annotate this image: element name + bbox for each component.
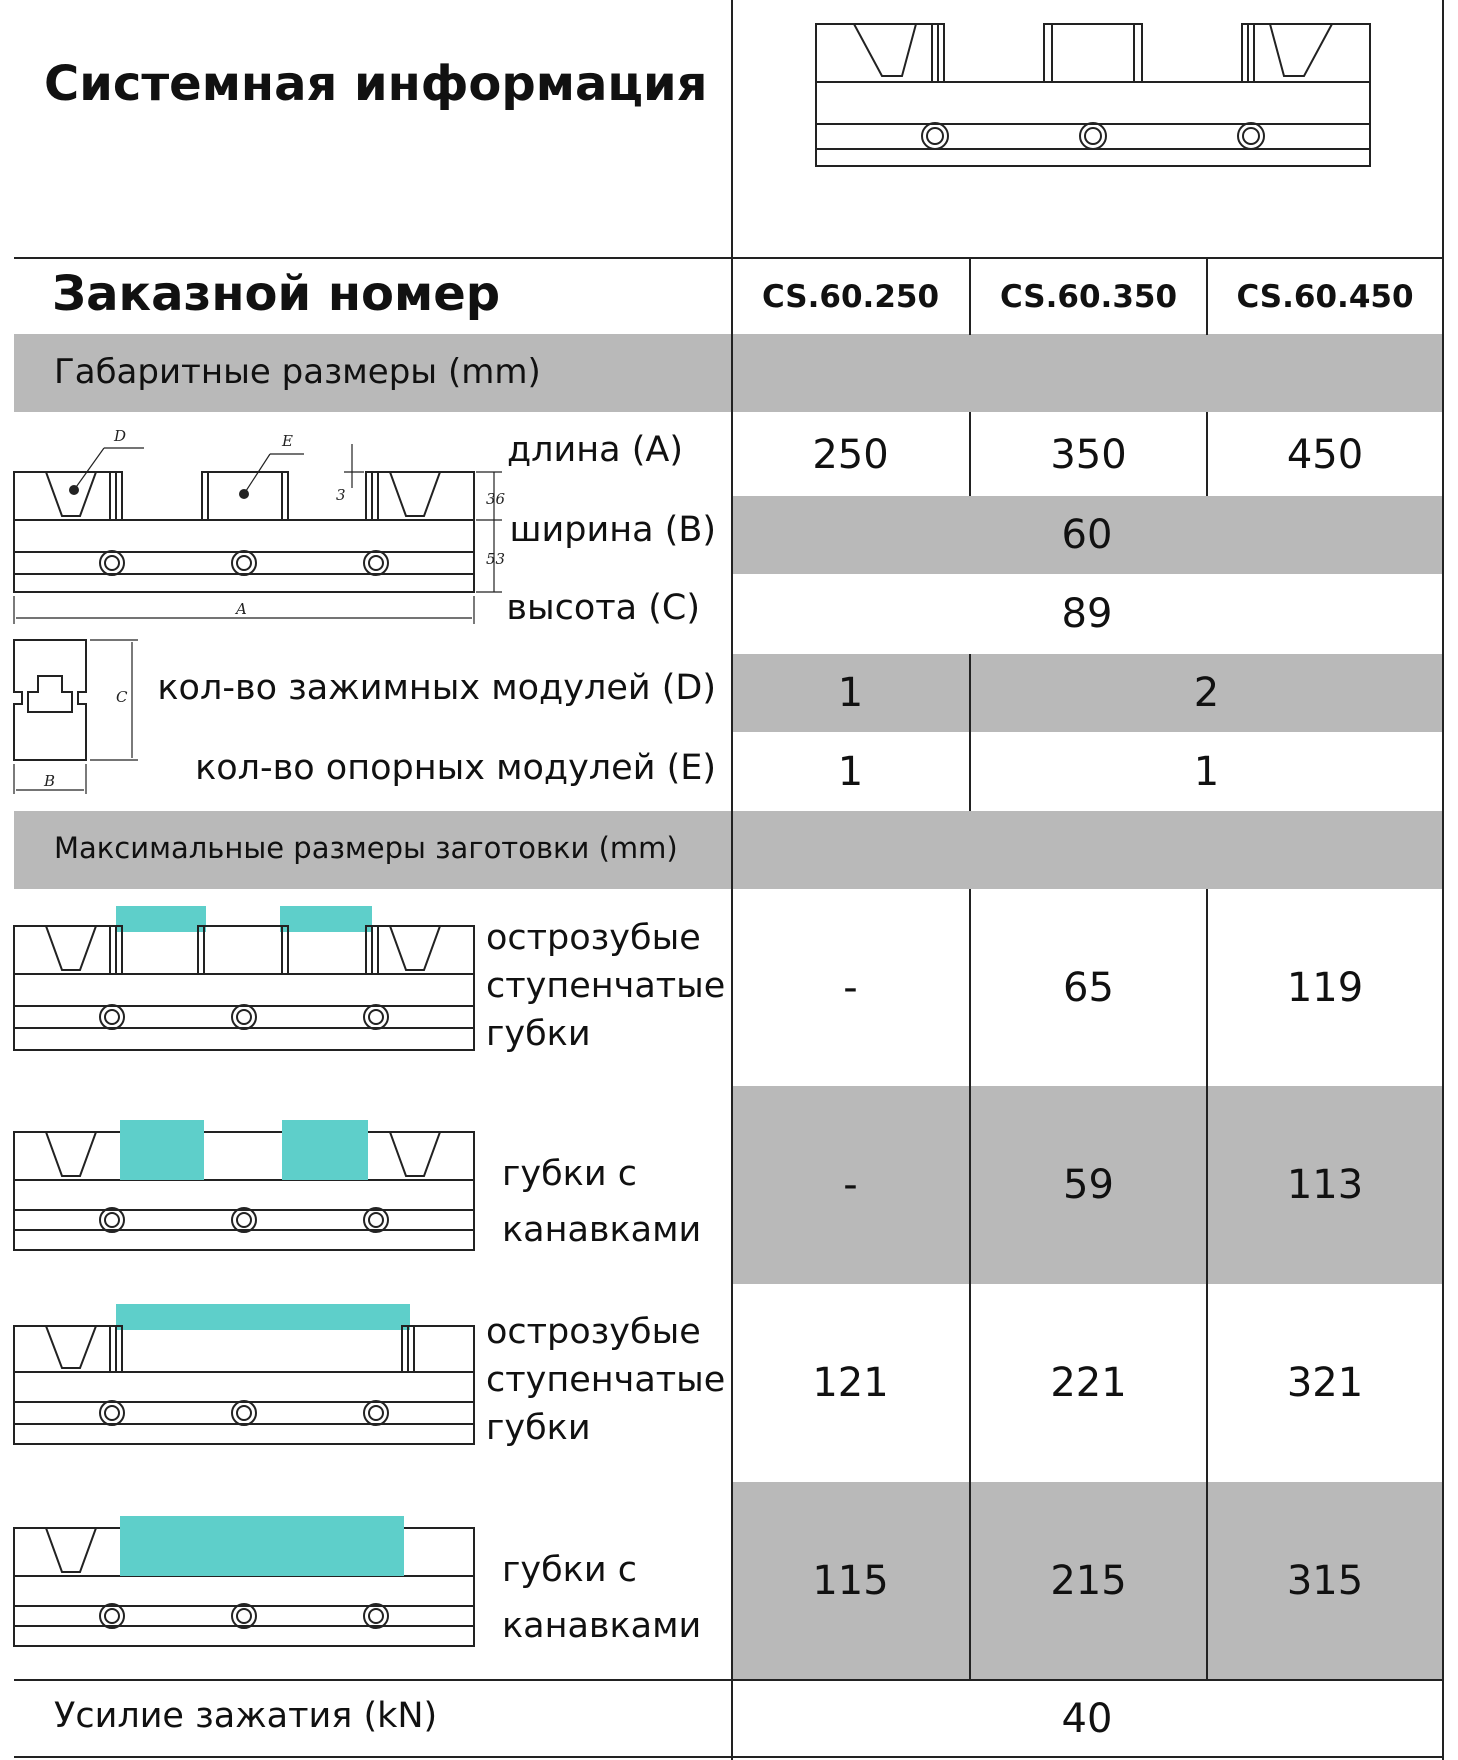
clamping-modules-value-rest: 2 (1193, 670, 1220, 716)
top-vise-drawing (816, 22, 1371, 172)
clamping-modules-label: кол-во зажимных модулей (D) (157, 668, 716, 708)
workpiece-row2-label (502, 1146, 701, 1258)
length-label: длина (A) (506, 430, 683, 470)
workpiece-row4-value-2: 215 (1050, 1557, 1127, 1604)
length-value-1: 250 (812, 432, 889, 478)
width-value: 60 (1061, 512, 1113, 558)
profile-drawing (14, 640, 144, 800)
page-title: Системная информация (44, 56, 708, 112)
order-code-1: CS.60.250 (761, 278, 940, 315)
grid-line (14, 1756, 1444, 1758)
support-modules-value-1: 1 (837, 748, 864, 795)
workpiece-row1-label-line3: губки (486, 1014, 591, 1054)
workpiece-drawing-3 (14, 1304, 474, 1449)
drawing-label-36: 36 (486, 490, 506, 508)
workpiece-drawing-2 (14, 1120, 474, 1255)
clamping-force-value: 40 (1061, 1695, 1113, 1742)
drawing-label-d: D (114, 427, 127, 445)
dimensions-section-label: Габаритные размеры (mm) (54, 352, 541, 392)
workpiece-row3-label-line1: острозубые (486, 1312, 701, 1352)
length-value-3: 450 (1286, 432, 1364, 478)
width-label: ширина (B) (509, 510, 716, 550)
support-modules-value-rest: 1 (1193, 748, 1220, 795)
order-number-label: Заказной номер (52, 266, 501, 322)
drawing-label-c: C (116, 688, 128, 706)
workpiece-row3-value-2: 221 (1050, 1360, 1127, 1406)
workpiece-row3-label-line3: губки (486, 1408, 591, 1448)
workpiece-row2-label-line2: канавками (502, 1210, 702, 1250)
workpiece-row3-label-line2: ступенчатые (486, 1360, 726, 1400)
height-label: высота (C) (506, 588, 700, 628)
workpiece-row3-label (486, 1308, 725, 1452)
drawing-label-e: E (282, 432, 293, 450)
length-value-2: 350 (1050, 432, 1127, 478)
workpiece-row1-value-1: - (843, 964, 858, 1011)
workpiece-row4-label (502, 1542, 701, 1654)
order-code-2: CS.60.350 (999, 278, 1178, 315)
workpiece-row1-value-2: 65 (1063, 964, 1114, 1011)
drawing-label-3: 3 (336, 486, 346, 504)
workpiece-row1-label-line1: острозубые (486, 918, 701, 958)
order-code-3: CS.60.450 (1236, 278, 1414, 315)
workpiece-row2-value-2: 59 (1063, 1162, 1114, 1208)
workpiece-row3-value-3: 321 (1286, 1360, 1364, 1406)
drawing-label-b: B (44, 772, 56, 790)
workpiece-row3-value-1: 121 (812, 1360, 889, 1406)
workpiece-section-label: Максимальные размеры заготовки (mm) (54, 831, 678, 865)
workpiece-drawing-4 (14, 1516, 474, 1651)
drawing-label-a: A (236, 600, 247, 618)
workpiece-row1-label-line2: ступенчатые (486, 966, 726, 1006)
workpiece-row4-label-line1: губки с (502, 1550, 637, 1590)
workpiece-row4-value-1: 115 (812, 1557, 889, 1604)
workpiece-row2-value-3: 113 (1286, 1162, 1364, 1208)
workpiece-row1-value-3: 119 (1286, 964, 1364, 1011)
workpiece-row2-value-1: - (843, 1162, 858, 1208)
support-modules-label: кол-во опорных модулей (E) (195, 748, 716, 788)
workpiece-row1-label (486, 914, 725, 1058)
grid-line (1442, 0, 1444, 1760)
workpiece-row2-label-line1: губки с (502, 1154, 637, 1194)
clamping-force-label: Усилие зажатия (kN) (54, 1696, 438, 1736)
height-value: 89 (1061, 591, 1113, 637)
clamping-modules-value-1: 1 (837, 670, 864, 716)
drawing-label-53: 53 (486, 550, 506, 568)
workpiece-drawing-1 (14, 906, 474, 1056)
workpiece-row4-label-line2: канавками (502, 1606, 702, 1646)
workpiece-row4-value-3: 315 (1286, 1557, 1364, 1604)
dimension-drawing (14, 428, 514, 633)
